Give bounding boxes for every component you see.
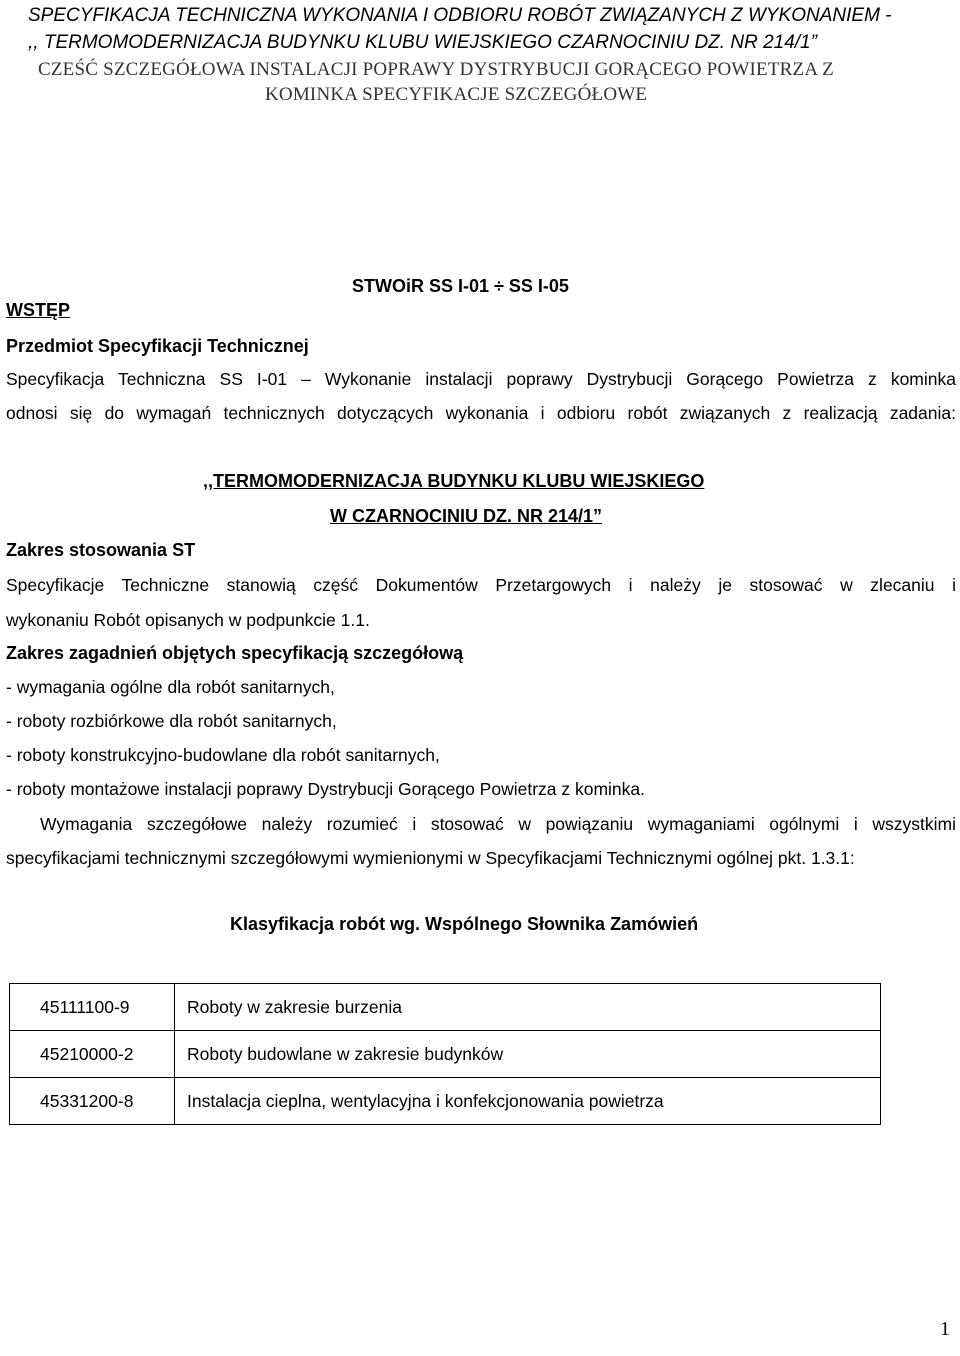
list-item: - roboty montażowe instalacji poprawy Dystrybucji Gorącego Powietrza z kominka. — [6, 779, 646, 799]
section-heading-zakres-st: Zakres stosowania ST — [6, 540, 196, 560]
table-cell-code: 45111100-9 — [10, 984, 175, 1031]
table-cell-code: 45210000-2 — [10, 1031, 175, 1078]
zakres-st-line2: wykonaniu Robót opisanych w podpunkcie 1.1. — [6, 610, 370, 630]
wymagania-line2: specyfikacjami technicznymi szczegółowymi wymienionymi w Specyfikacjami Technicznymi ogólnej pkt. 1.3.1: — [6, 848, 855, 868]
intro-line1: Specyfikacja Techniczna SS I-01 – Wykonanie instalacji poprawy Dystrybucji Gorącego Powietrza z kominka — [6, 369, 956, 389]
list-item: - roboty konstrukcyjno-budowlane dla robót sanitarnych, — [6, 745, 440, 765]
header-subtitle-line1: CZEŚĆ SZCZEGÓŁOWA INSTALACJI POPRAWY DYSTRYBUCJI GORĄCEGO POWIETRZA Z — [38, 59, 834, 80]
wymagania-line1: Wymagania szczegółowe należy rozumieć i stosować w powiązaniu wymaganiami ogólnymi i wszystkimi — [40, 814, 956, 834]
stwior-range: STWOiR SS I-01 ÷ SS I-05 — [352, 276, 569, 296]
project-title-line2: W CZARNOCINIU DZ. NR 214/1” — [330, 506, 603, 526]
page-number: 1 — [940, 1318, 950, 1340]
zakres-st-line1: Specyfikacje Techniczne stanowią część Dokumentów Przetargowych i należy je stosować w zlecaniu i — [6, 575, 956, 595]
table-cell-code: 45331200-8 — [10, 1078, 175, 1125]
header-title-line1: SPECYFIKACJA TECHNICZNA WYKONANIA I ODBIORU ROBÓT ZWIĄZANYCH Z WYKONANIEM - — [28, 5, 892, 26]
section-heading-wstep: WSTĘP — [6, 300, 71, 320]
table-cell-description: Roboty w zakresie burzenia — [175, 984, 881, 1031]
list-item: - wymagania ogólne dla robót sanitarnych, — [6, 677, 335, 697]
intro-line2: odnosi się do wymagań technicznych dotyczących wykonania i odbioru robót związanych z realizacją zadania: — [6, 403, 956, 423]
list-item: - roboty rozbiórkowe dla robót sanitarnych, — [6, 711, 337, 731]
section-heading-klasyfikacja: Klasyfikacja robót wg. Wspólnego Słownika Zamówień — [230, 914, 699, 934]
header-title-line2: ,, TERMOMODERNIZACJA BUDYNKU KLUBU WIEJSKIEGO CZARNOCINIU DZ. NR 214/1” — [28, 32, 817, 53]
table-row — [10, 984, 881, 1031]
header-subtitle-line2: KOMINKA SPECYFIKACJE SZCZEGÓŁOWE — [265, 84, 648, 105]
table-row — [10, 1078, 881, 1125]
table-row — [10, 1031, 881, 1078]
section-heading-przedmiot: Przedmiot Specyfikacji Technicznej — [6, 336, 309, 356]
section-heading-zakres-zagadnien: Zakres zagadnień objętych specyfikacją szczegółową — [6, 643, 464, 663]
project-title-line1: ,,TERMOMODERNIZACJA BUDYNKU KLUBU WIEJSKIEGO — [203, 471, 705, 491]
table-cell-description: Instalacja cieplna, wentylacyjna i konfekcjonowania powietrza — [175, 1078, 881, 1125]
classification-table — [9, 983, 881, 1125]
table-cell-description: Roboty budowlane w zakresie budynków — [175, 1031, 881, 1078]
